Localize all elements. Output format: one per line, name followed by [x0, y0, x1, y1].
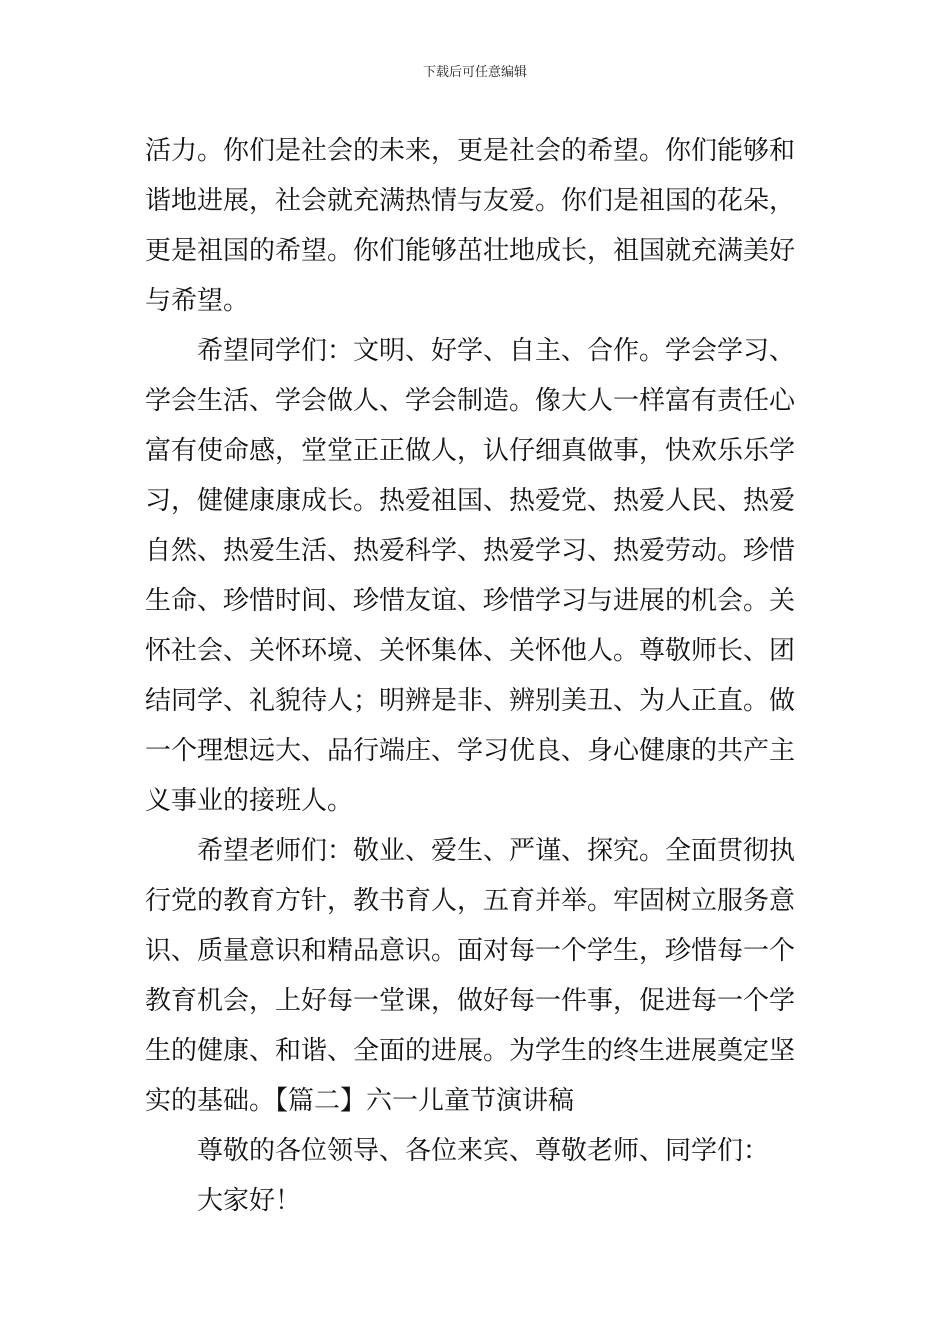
text-line: 生的健康、和谐、全面的进展。为学生的终生进展奠定坚 [145, 1036, 796, 1066]
paragraph-3 [145, 826, 810, 1126]
text-line: 富有使命感，堂堂正正做人，认仔细真做事，快欢乐乐学 [145, 436, 796, 466]
paragraph-4 [145, 1126, 810, 1176]
text-line: 一个理想远大、品行端庄、学习优良、身心健康的共产主 [145, 736, 796, 766]
page-header: 下载后可任意编辑 [422, 65, 527, 80]
text-line: 与希望。 [145, 286, 250, 316]
text-line: 大家好！ [197, 1186, 302, 1216]
text-line: 实的基础。【篇二】六一儿童节演讲稿 [145, 1086, 575, 1116]
text-line: 更是祖国的希望。你们能够茁壮地成长，祖国就充满美好 [145, 236, 796, 266]
paragraph-5 [145, 1176, 810, 1226]
text-line: 结同学、礼貌待人；明辨是非、辨别美丑、为人正直。做 [145, 686, 796, 716]
text-line: 学会生活、学会做人、学会制造。像大人一样富有责任心 [145, 386, 796, 416]
text-line: 识、质量意识和精品意识。面对每一个学生，珍惜每一个 [145, 936, 796, 966]
text-line: 怀社会、关怀环境、关怀集体、关怀他人。尊敬师长、团 [145, 636, 796, 666]
text-line: 希望老师们：敬业、爱生、严谨、探究。全面贯彻执 [197, 836, 796, 866]
text-line: 尊敬的各位领导、各位来宾、尊敬老师、同学们： [197, 1136, 770, 1166]
paragraph-1 [145, 126, 810, 326]
paragraph-2 [145, 326, 810, 826]
text-line: 谐地进展，社会就充满热情与友爱。你们是祖国的花朵， [145, 186, 796, 216]
text-line: 教育机会，上好每一堂课，做好每一件事，促进每一个学 [145, 986, 796, 1016]
text-line: 自然、热爱生活、热爱科学、热爱学习、热爱劳动。珍惜 [145, 536, 796, 566]
text-line: 希望同学们：文明、好学、自主、合作。学会学习、 [197, 336, 796, 366]
text-line: 义事业的接班人。 [145, 786, 354, 816]
text-line: 习，健健康康成长。热爱祖国、热爱党、热爱人民、热爱 [145, 486, 796, 516]
text-line: 行党的教育方针，教书育人，五育并举。牢固树立服务意 [145, 886, 796, 916]
document-body [145, 126, 810, 1226]
text-line: 生命、珍惜时间、珍惜友谊、珍惜学习与进展的机会。关 [145, 586, 796, 616]
text-line: 活力。你们是社会的未来，更是社会的希望。你们能够和 [145, 136, 796, 166]
